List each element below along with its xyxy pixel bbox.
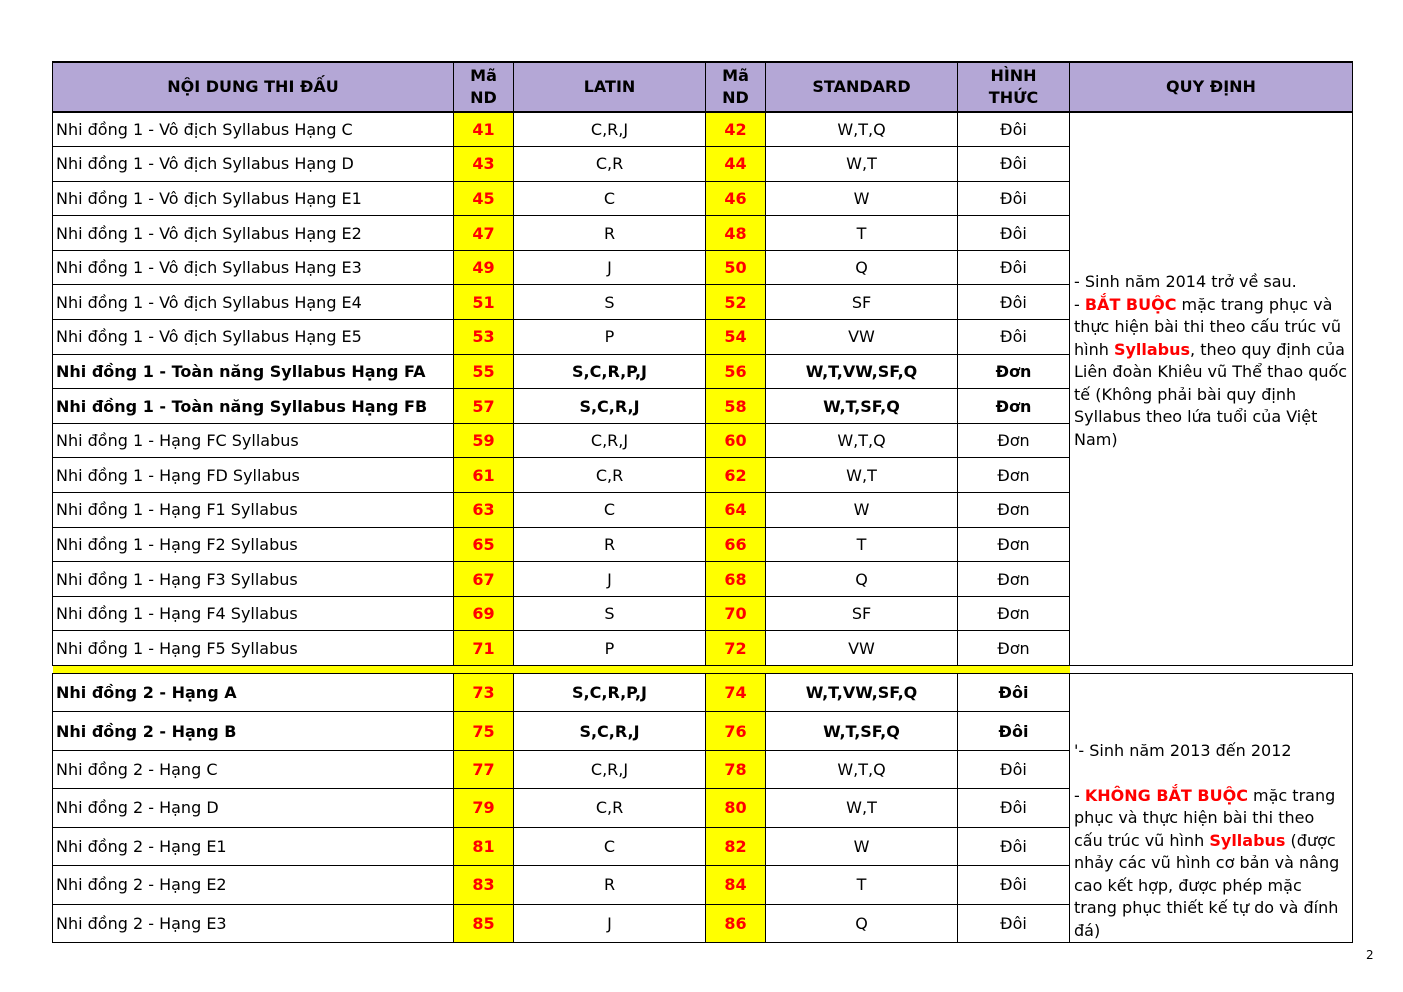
standard-dances-cell: W,T — [766, 789, 958, 827]
latin-code-cell: 43 — [454, 147, 514, 182]
latin-dances-cell: R — [514, 527, 706, 562]
rule-text: mặc trang phục và thực hiện bài thi theo cấu trúc vũ hình — [1074, 294, 1341, 359]
rule-syllabus: Syllabus — [1113, 339, 1191, 359]
header-rules: QUY ĐỊNH — [1070, 62, 1353, 112]
latin-dances-cell: R — [514, 866, 706, 904]
latin-dances-cell: J — [514, 250, 706, 285]
latin-code-cell: 55 — [454, 354, 514, 389]
table-row — [53, 674, 1353, 712]
event-name-cell: Nhi đồng 1 - Toàn năng Syllabus Hạng FB — [53, 389, 454, 424]
event-name-cell: Nhi đồng 1 - Vô địch Syllabus Hạng E1 — [53, 181, 454, 216]
rule-line1: '- Sinh năm 2013 đến 2012 — [1074, 741, 1292, 760]
standard-dances-cell: VW — [766, 631, 958, 666]
standard-code-cell: 52 — [706, 285, 766, 320]
form-cell: Đôi — [958, 866, 1070, 904]
standard-code-cell: 56 — [706, 354, 766, 389]
standard-code-cell: 42 — [706, 112, 766, 147]
rule-line1: - Sinh năm 2014 trở về sau. — [1074, 272, 1297, 291]
rule-tail: (được nhảy các vũ hình cơ bản và nâng cao kết hợp, được phép mặc trang phục thiết kế tự do và đính đá) — [1074, 830, 1340, 940]
standard-code-cell: 74 — [706, 674, 766, 712]
standard-dances-cell: W — [766, 181, 958, 216]
latin-code-cell: 65 — [454, 527, 514, 562]
latin-dances-cell: S,C,R,P,J — [514, 354, 706, 389]
latin-code-cell: 51 — [454, 285, 514, 320]
form-cell: Đôi — [958, 147, 1070, 182]
rule-dash: - — [1074, 294, 1085, 314]
header-row — [53, 62, 1353, 112]
standard-code-cell: 82 — [706, 827, 766, 865]
standard-code-cell: 66 — [706, 527, 766, 562]
event-name-cell: Nhi đồng 2 - Hạng C — [53, 750, 454, 788]
standard-dances-cell: W,T,SF,Q — [766, 712, 958, 750]
latin-code-cell: 67 — [454, 562, 514, 597]
rule-syllabus: Syllabus — [1209, 830, 1286, 850]
header-latin-code — [454, 62, 514, 112]
form-cell: Đôi — [958, 674, 1070, 712]
form-cell: Đơn — [958, 458, 1070, 493]
latin-code-cell: 79 — [454, 789, 514, 827]
standard-code-cell: 86 — [706, 904, 766, 942]
form-cell: Đôi — [958, 789, 1070, 827]
standard-dances-cell: W — [766, 493, 958, 528]
rule-text: mặc trang phục và thực hiện bài thi theo cấu trúc vũ hình — [1074, 785, 1336, 850]
latin-dances-cell: R — [514, 216, 706, 251]
latin-dances-cell: C,R,J — [514, 423, 706, 458]
header-standard-code-line1: Mã — [722, 66, 749, 85]
separator-row — [53, 666, 1353, 674]
table-row — [53, 112, 1353, 147]
header-content: NỘI DUNG THI ĐẤU — [53, 62, 454, 112]
standard-code-cell: 76 — [706, 712, 766, 750]
latin-dances-cell: C,R — [514, 147, 706, 182]
header-latin: LATIN — [514, 62, 706, 112]
event-name-cell: Nhi đồng 1 - Toàn năng Syllabus Hạng FA — [53, 354, 454, 389]
latin-dances-cell: S,C,R,J — [514, 389, 706, 424]
rule-dash: - — [1074, 785, 1085, 805]
standard-code-cell: 62 — [706, 458, 766, 493]
event-name-cell: Nhi đồng 2 - Hạng E2 — [53, 866, 454, 904]
separator-spacer — [1070, 666, 1353, 674]
standard-dances-cell: W,T,VW,SF,Q — [766, 674, 958, 712]
event-name-cell: Nhi đồng 1 - Vô địch Syllabus Hạng E4 — [53, 285, 454, 320]
latin-dances-cell: C,R — [514, 458, 706, 493]
latin-code-cell: 63 — [454, 493, 514, 528]
latin-code-cell: 45 — [454, 181, 514, 216]
header-latin-code-line1: Mã — [470, 66, 497, 85]
event-name-cell: Nhi đồng 1 - Hạng F3 Syllabus — [53, 562, 454, 597]
latin-code-cell: 49 — [454, 250, 514, 285]
event-name-cell: Nhi đồng 1 - Vô địch Syllabus Hạng E2 — [53, 216, 454, 251]
form-cell: Đơn — [958, 631, 1070, 666]
form-cell: Đơn — [958, 596, 1070, 631]
latin-dances-cell: C,R — [514, 789, 706, 827]
event-name-cell: Nhi đồng 2 - Hạng E1 — [53, 827, 454, 865]
standard-code-cell: 70 — [706, 596, 766, 631]
group1-rules-cell — [1070, 112, 1353, 666]
latin-dances-cell: S — [514, 596, 706, 631]
latin-dances-cell: C — [514, 181, 706, 216]
competition-table-sheet — [52, 61, 1352, 940]
form-cell: Đôi — [958, 216, 1070, 251]
latin-code-cell: 47 — [454, 216, 514, 251]
latin-code-cell: 73 — [454, 674, 514, 712]
latin-dances-cell: P — [514, 320, 706, 355]
form-cell: Đơn — [958, 527, 1070, 562]
event-name-cell: Nhi đồng 1 - Vô địch Syllabus Hạng E3 — [53, 250, 454, 285]
standard-dances-cell: T — [766, 866, 958, 904]
latin-dances-cell: S,C,R,P,J — [514, 674, 706, 712]
header-form — [958, 62, 1070, 112]
rule-emphasis: BẮT BUỘC — [1084, 294, 1177, 314]
latin-code-cell: 53 — [454, 320, 514, 355]
event-name-cell: Nhi đồng 1 - Vô địch Syllabus Hạng D — [53, 147, 454, 182]
event-name-cell: Nhi đồng 1 - Hạng F2 Syllabus — [53, 527, 454, 562]
standard-code-cell: 58 — [706, 389, 766, 424]
standard-code-cell: 44 — [706, 147, 766, 182]
standard-dances-cell: W,T,SF,Q — [766, 389, 958, 424]
latin-code-cell: 61 — [454, 458, 514, 493]
event-name-cell: Nhi đồng 1 - Hạng FD Syllabus — [53, 458, 454, 493]
form-cell: Đôi — [958, 250, 1070, 285]
separator-bar — [53, 666, 1070, 674]
form-cell: Đơn — [958, 493, 1070, 528]
form-cell: Đôi — [958, 112, 1070, 147]
event-name-cell: Nhi đồng 1 - Hạng F4 Syllabus — [53, 596, 454, 631]
standard-dances-cell: W,T — [766, 458, 958, 493]
header-standard-code — [706, 62, 766, 112]
latin-dances-cell: P — [514, 631, 706, 666]
latin-dances-cell: J — [514, 562, 706, 597]
form-cell: Đôi — [958, 181, 1070, 216]
latin-code-cell: 57 — [454, 389, 514, 424]
form-cell: Đôi — [958, 320, 1070, 355]
standard-code-cell: 54 — [706, 320, 766, 355]
event-name-cell: Nhi đồng 1 - Hạng FC Syllabus — [53, 423, 454, 458]
header-form-line1: HÌNH — [990, 66, 1037, 85]
group2-body — [53, 674, 1353, 943]
standard-dances-cell: W,T,Q — [766, 423, 958, 458]
latin-code-cell: 59 — [454, 423, 514, 458]
latin-code-cell: 69 — [454, 596, 514, 631]
event-name-cell: Nhi đồng 1 - Hạng F1 Syllabus — [53, 493, 454, 528]
latin-dances-cell: C,R,J — [514, 750, 706, 788]
event-name-cell: Nhi đồng 1 - Vô địch Syllabus Hạng C — [53, 112, 454, 147]
standard-code-cell: 84 — [706, 866, 766, 904]
form-cell: Đơn — [958, 354, 1070, 389]
latin-dances-cell: S — [514, 285, 706, 320]
event-name-cell: Nhi đồng 2 - Hạng B — [53, 712, 454, 750]
latin-code-cell: 41 — [454, 112, 514, 147]
standard-dances-cell: W,T,Q — [766, 112, 958, 147]
form-cell: Đôi — [958, 827, 1070, 865]
standard-code-cell: 64 — [706, 493, 766, 528]
form-cell: Đôi — [958, 750, 1070, 788]
standard-code-cell: 50 — [706, 250, 766, 285]
header-standard: STANDARD — [766, 62, 958, 112]
standard-dances-cell: VW — [766, 320, 958, 355]
form-cell: Đơn — [958, 389, 1070, 424]
group2-rules-cell — [1070, 674, 1353, 943]
standard-dances-cell: Q — [766, 250, 958, 285]
event-name-cell: Nhi đồng 1 - Hạng F5 Syllabus — [53, 631, 454, 666]
standard-dances-cell: W,T — [766, 147, 958, 182]
latin-dances-cell: S,C,R,J — [514, 712, 706, 750]
latin-code-cell: 83 — [454, 866, 514, 904]
standard-dances-cell: Q — [766, 904, 958, 942]
event-name-cell: Nhi đồng 2 - Hạng D — [53, 789, 454, 827]
page-number: 2 — [1366, 948, 1374, 962]
form-cell: Đôi — [958, 712, 1070, 750]
standard-dances-cell: SF — [766, 285, 958, 320]
form-cell: Đôi — [958, 904, 1070, 942]
rule-emphasis: KHÔNG BẮT BUỘC — [1084, 785, 1248, 805]
header-latin-code-line2: ND — [470, 88, 497, 107]
standard-dances-cell: W,T,Q — [766, 750, 958, 788]
form-cell: Đôi — [958, 285, 1070, 320]
standard-code-cell: 78 — [706, 750, 766, 788]
event-name-cell: Nhi đồng 2 - Hạng E3 — [53, 904, 454, 942]
standard-code-cell: 46 — [706, 181, 766, 216]
latin-dances-cell: J — [514, 904, 706, 942]
latin-dances-cell: C — [514, 493, 706, 528]
latin-code-cell: 77 — [454, 750, 514, 788]
standard-code-cell: 60 — [706, 423, 766, 458]
standard-dances-cell: W — [766, 827, 958, 865]
standard-code-cell: 80 — [706, 789, 766, 827]
event-name-cell: Nhi đồng 2 - Hạng A — [53, 674, 454, 712]
standard-code-cell: 72 — [706, 631, 766, 666]
latin-code-cell: 75 — [454, 712, 514, 750]
latin-code-cell: 81 — [454, 827, 514, 865]
standard-dances-cell: T — [766, 527, 958, 562]
latin-dances-cell: C — [514, 827, 706, 865]
standard-dances-cell: Q — [766, 562, 958, 597]
standard-code-cell: 48 — [706, 216, 766, 251]
latin-code-cell: 85 — [454, 904, 514, 942]
rule-tail: , theo quy định của Liên đoàn Khiêu vũ Thể thao quốc tế (Không phải bài quy định Syllabus theo lứa tuổi của Việt Nam) — [1074, 339, 1348, 449]
group1-body — [53, 112, 1353, 666]
standard-dances-cell: T — [766, 216, 958, 251]
header-form-line2: THỨC — [988, 88, 1039, 107]
latin-code-cell: 71 — [454, 631, 514, 666]
standard-dances-cell: SF — [766, 596, 958, 631]
standard-code-cell: 68 — [706, 562, 766, 597]
competition-table — [52, 61, 1353, 943]
latin-dances-cell: C,R,J — [514, 112, 706, 147]
form-cell: Đơn — [958, 562, 1070, 597]
header-standard-code-line2: ND — [722, 88, 749, 107]
form-cell: Đơn — [958, 423, 1070, 458]
event-name-cell: Nhi đồng 1 - Vô địch Syllabus Hạng E5 — [53, 320, 454, 355]
standard-dances-cell: W,T,VW,SF,Q — [766, 354, 958, 389]
group-separator — [53, 666, 1353, 674]
